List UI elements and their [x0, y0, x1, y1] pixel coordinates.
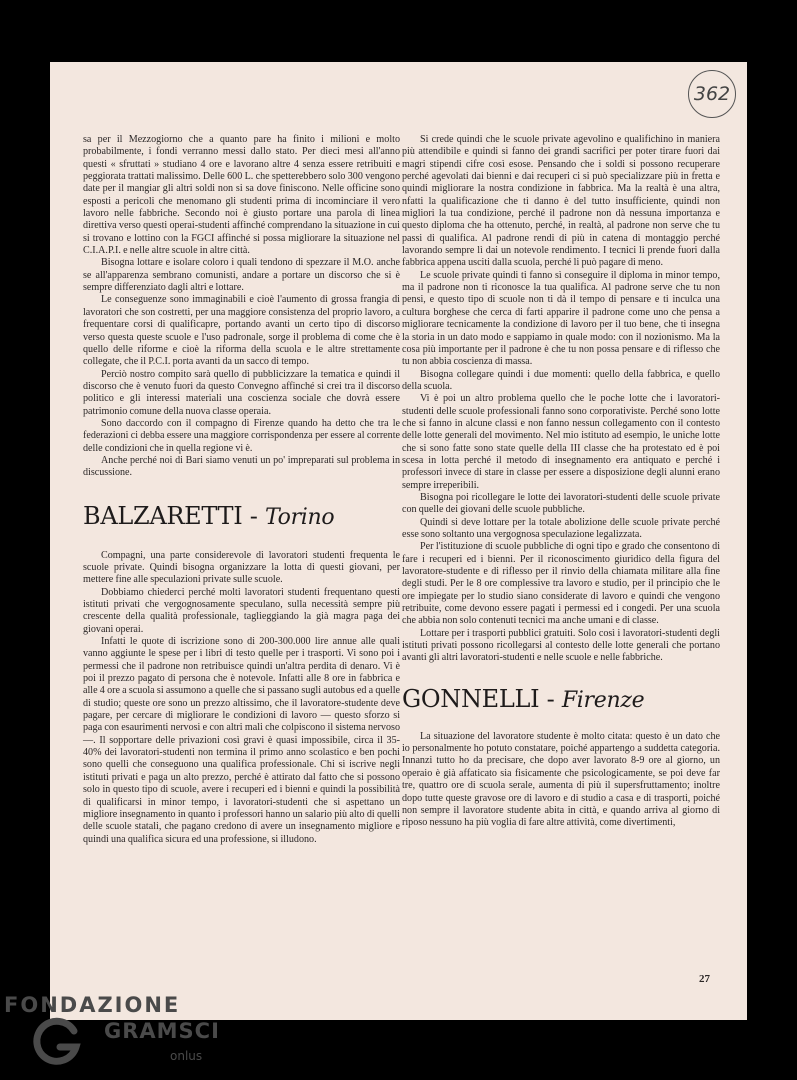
left-column: [83, 134, 400, 846]
logo-g-icon: [30, 1015, 84, 1069]
paragraph: Le conseguenze sono immaginabili e cioè l'aumento di grossa frangia di lavoratori che son costretti, per una maggiore consistenza del proprio lavoro, a frequentare corsi di qualificapre, portando avanti un certo tipo di discorso verso questa queste scuole e l'uso padronale, sorge il problema di come che è quello delle riforme e cioè la riforma della scuola e le altre strettamente collegate, che il P.C.I. porta avanti da un sacco di tempo.: [83, 294, 400, 368]
heading-separator: -: [546, 684, 555, 713]
speaker-city: Firenze: [561, 687, 645, 713]
fondazione-gramsci-logo: [0, 985, 260, 1080]
logo-text-line1: FONDAZIONE: [4, 993, 181, 1017]
speaker-city: Torino: [264, 504, 335, 530]
heading-separator: -: [249, 501, 258, 530]
page-number: 27: [699, 973, 710, 985]
paragraph: La situazione del lavoratore studente è molto citata: questo è un dato che io personalmente ho potuto constatare, poiché appartengo a suddetta categoria. Innanzi tutto ho da precisare, che dopo aver lavorato 8-9 ore al giorno, un operaio è già affaticato sia fisicamente che psicologicamente, se poi deve far tre, quattro ore di scuola serale, aumenta di più il supersfruttamento; inoltre dopo tutte queste gravose ore di lavoro e di studio a casa e di trasporti, poiché non sempre il lavoratore studente abita in città, e quando arriva al giorno di riposo nessuno ha più voglia di fare altre attività, come divertimenti,: [402, 730, 720, 829]
paragraph: Quindi si deve lottare per la totale abolizione delle scuole private perché esse sono soltanto una vergognosa speculazione legalizzata.: [402, 516, 720, 540]
paragraph: Bisogna poi ricollegare le lotte dei lavoratori-studenti delle scuole private con quelle dei giovani delle scuole pubbliche.: [402, 491, 720, 516]
section-heading-gonnelli: [402, 685, 720, 715]
paragraph: Infatti le quote di iscrizione sono di 200-300.000 lire annue alle quali vanno aggiunte le spese per i libri di testo quelle per i trasporti. Vi sono poi i permessi che il padrone non retribuisce quindi un'altra perdita di denaro. Vi è poi il prezzo pagato di persona che è notevole. Infatti alle 8 ore in fabbrica e alle 4 ore a scuola si assumono a quelle che si passano sugli autobus ed a quelle di studio; queste ore sono un prezzo altissimo, che il lavoratore-studente deve pagare, per cercare di migliorare le condizioni di lavoro — questo sforzo si paga con esaurimenti nervosi e con altri mali che colpiscono il sistema nervoso —. Il sopportare delle privazioni così gravi è quasi impossibile, circa il 35-40% dei lavoratori-studenti non termina il primo anno scolastico e ben pochi sono quelli che conseguono una qualifica professionale. Chi si iscrive negli istituti privati e paga un alto prezzo, perché è attirato dal fatto che si possono solo in questo tipo di scuole, avere i recuperi ed i bienni e quindi la possibilità di qualificarsi in minor tempo, i lavoratori-studenti che si aspettano un migliore insegnamento in quanto i professori hanno un salario più alto di quelli delle scuole statali, che pagano credono di avere un insegnamento migliore e quindi una qualifica sicura ed una professione, si illudono.: [83, 636, 400, 845]
paragraph: Compagni, una parte considerevole di lavoratori studenti frequenta le scuole private. Quindi bisogna organizzare la lotta di questi giovani, per mettere fine alle speculazioni private sulle scuole.: [83, 549, 400, 586]
paragraph: Bisogna lottare e isolare coloro i quali tendono di spezzare il M.O. anche se all'apparenza sembrano comunisti, andare a portare un discorso che si è sempre differenziato dagli altri e lottare.: [83, 257, 400, 294]
paragraph: Anche perché noi di Bari siamo venuti un po' impreparati sul problema in discussione.: [83, 454, 400, 479]
paragraph: Sono daccordo con il compagno di Firenze quando ha detto che tra le federazioni ci debba essere una maggiore corrispondenza per essere al corrente delle condizioni che in quella regione vi è.: [83, 417, 400, 454]
paragraph: Per l'istituzione di scuole pubbliche di ogni tipo e grado che consentono di fare i recuperi ed i bienni. Per il riconoscimento giuridico della figura del lavoratore-studente e di riflesso per il rinvio della chiamata militare alla fine degli studi. Per le 8 ore complessive tra lavoro e studio, per il principio che le ore impiegate per lo studio siano considerate di lavoro e quindi che vengono retribuite, come devono essere pagati i permessi ed i congedi. Per una scuola che abbia non solo contenuti tecnici ma anche umani e di classe.: [402, 541, 720, 627]
paragraph: Dobbiamo chiederci perché molti lavoratori studenti frequentano questi istituti privati che vergognosamente speculano, sulla necessità sempre più crescente della qualità professionale, taglieggiando la già magra paga dei giovani operai.: [83, 586, 400, 635]
paragraph: Lottare per i trasporti pubblici gratuiti. Solo così i lavoratori-studenti degli istituti privati possono ricollegarsi al contesto delle lotte generali che portano avanti gli altri lavoratori-studenti e nelle scuole e nelle fabbriche.: [402, 627, 720, 664]
archive-stamp-number: 362: [693, 83, 731, 105]
logo-text-suffix: onlus: [170, 1049, 203, 1063]
paragraph: Bisogna collegare quindi i due momenti: quello della fabbrica, e quello della scuola.: [402, 368, 720, 392]
paragraph: Vi è poi un altro problema quello che le poche lotte che i lavoratori-studenti delle scuole professionali fanno sono corporativiste. Perché sono lotte che si fanno in alcune classi e non fanno nessun collegamento con il contesto delle lotte generali del movimento. Nel mio istituto ad esempio, le uniche lotte che si sono fatte sono state quelle della III classe che ha protestato ed è poi scesa in lotta perché il metodo di insegnamento era antiquato e perché i professori invece di stare in classe per essere a disposizione degli alunni erano sempre irreperibili.: [402, 393, 720, 491]
paragraph: sa per il Mezzogiorno che a quanto pare ha finito i milioni e molto probabilmente, i fondi verranno messi dallo stato. Per dieci mesi all'anno questi « sfruttati » studiano 4 ore e lavorano altre 4 senza essere retribuiti e peggiorata trattati malissimo. Delle 600 L. che spetterebbero solo 300 vengono date per il mangiar gli altri soldi non si sa dove finiscono. Nelle officine sono esposti a pericoli che menomano gli studenti prima di incominciare il vero lavoro nelle fabbriche. Secondo noi è giusto portare una parola di linea direttiva verso questi operai-studenti affinché comprendano la situazione in cui si trovano e lottino con la FGCI affinché si possa migliorare la situazione nel C.I.A.P.I. e nelle altre scuole in altre città.: [83, 134, 400, 257]
speaker-name: BALZARETTI: [83, 501, 243, 530]
section-heading-balzaretti: [83, 502, 400, 532]
document-page: [50, 62, 747, 1020]
paragraph: Si crede quindi che le scuole private agevolino e qualifichino in maniera più attendibile e quindi si fanno dei grandi sacrifici per poter tirare fuori dai magri stipendi cifre così esose. Pensando che i soldi si possono recuperare perché agevolati dai bienni e dai recuperi ci si può specializzare più in fretta e quindi migliorare la nostra condizione in fabbrica. Ma la realtà è una altra, nfatti la qualificazione che ti danno è del tutto insufficiente, quindi non migliori la tua condizione, perché il padrone non dà nessuna importanza e questo diploma che ha ottenuto, perché, in realtà, al padrone non serve che tu passi di qualifica. Al padrone rendi di più in catena di montaggio perché lavorando sempre lì dai un notevole rendimento. I tecnici li prende fuori dalla fabbrica appena usciti dalla scuola, perché li può pagare di meno.: [402, 134, 720, 269]
logo-text-line2: GRAMSCI: [104, 1019, 220, 1043]
paragraph: Perciò nostro compito sarà quello di pubblicizzare la tematica e quindi il discorso che è venuto fuori da questo Convegno affinché si crei tra il discorso politico e gli interessi materiali una coscienza sociale che dovrà essere patrimonio comune della nuova classe operaia.: [83, 368, 400, 417]
right-column: [402, 134, 720, 830]
paragraph: Le scuole private quindi ti fanno sì conseguire il diploma in minor tempo, ma il padrone non ti riconosce la tua qualifica. Al padrone serve che tu non pensi, e questo tipo di scuole non ti dà il tempo di pensare e ti inculca una cultura borghese che cerca di farti apparire il padrone come uno che pensa a migliorare tecnicamente la condizione di lavoro per il tuo bene, che ti insegna la storia in un dato modo e sappiamo in quale modo: con il nozionismo. Ma la cosa più importante per il padrone è che tu non possa pensare e di riflesso che tu non abbia coscienza di massa.: [402, 269, 720, 368]
speaker-name: GONNELLI: [402, 684, 540, 713]
archive-stamp: [688, 70, 736, 118]
